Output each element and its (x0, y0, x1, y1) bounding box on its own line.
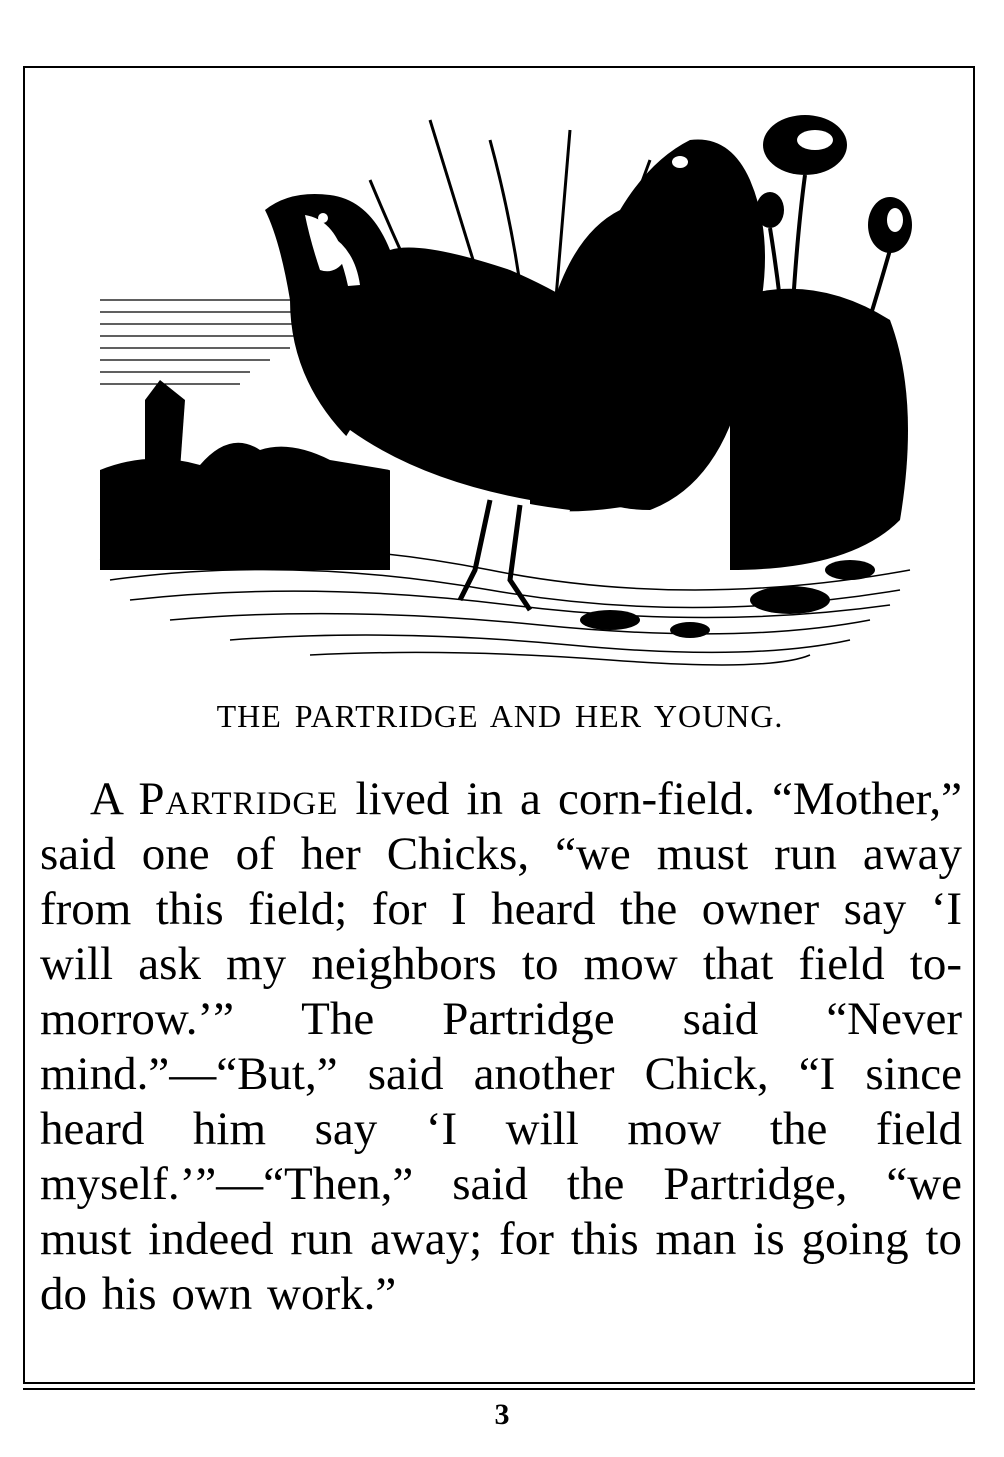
partridge-illustration (90, 100, 920, 670)
page-bottom-rule (23, 1388, 975, 1390)
story-body: lived in a corn-field. “Mother,” said one of her Chicks, “we must run away from this field; for I heard the owner say ‘I will ask my neighbors to mow that field to-morrow.’” The Partridge said “Never mind.”—“But,” said another Chick, “I since heard him say ‘I will mow the field myself.’”—“Then,” said the Partridge, “we must indeed run away; for this man is going to do his own work.” (40, 773, 963, 1320)
illustration-caption: THE PARTRIDGE AND HER YOUNG. (216, 698, 784, 734)
story-paragraph (40, 772, 962, 1322)
story-lead-word: Partridge (138, 773, 339, 825)
page-number: 3 (494, 1398, 510, 1431)
story-first-word: A (90, 773, 122, 825)
